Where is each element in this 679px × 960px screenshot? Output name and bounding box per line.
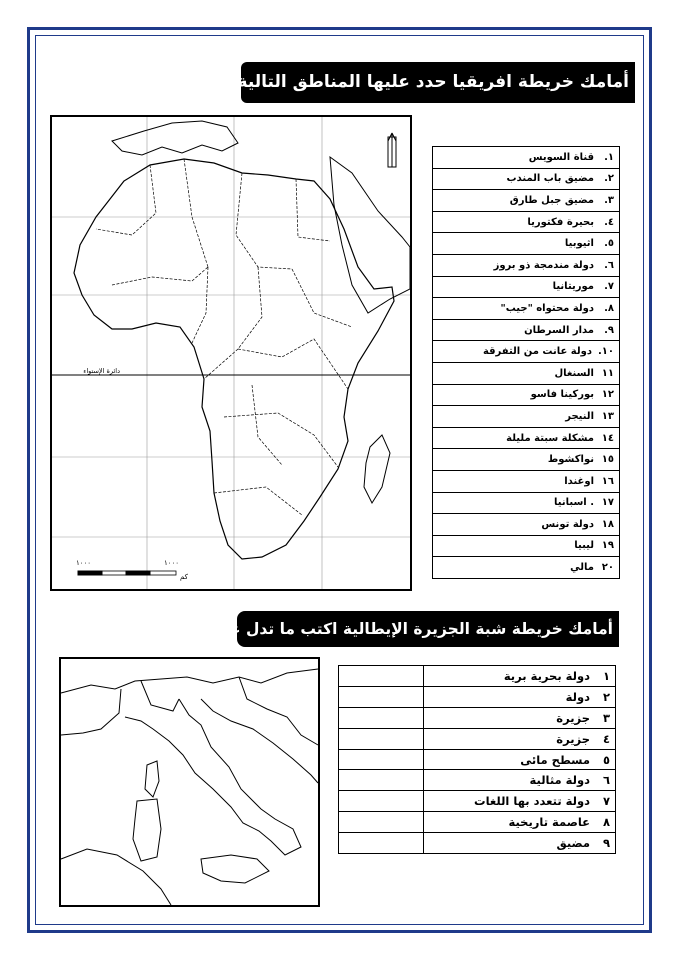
africa-item-label: . اسبانيا bbox=[554, 497, 594, 509]
italy-item-label: مضيق bbox=[556, 836, 590, 851]
italy-answer-cell[interactable] bbox=[339, 812, 424, 833]
africa-item-cell bbox=[433, 341, 620, 363]
africa-item-cell bbox=[433, 254, 620, 276]
africa-item-number: ١. bbox=[604, 151, 614, 163]
italy-item-row bbox=[339, 686, 616, 707]
africa-item-label: موريتانيا bbox=[552, 281, 594, 293]
africa-item-label: ليبيا bbox=[574, 540, 594, 552]
scale-label-left: ١٠٠٠ bbox=[76, 559, 92, 567]
africa-item-cell bbox=[433, 319, 620, 341]
africa-item-row bbox=[433, 319, 620, 341]
africa-item-row bbox=[433, 298, 620, 320]
africa-item-row bbox=[433, 254, 620, 276]
africa-item-number: ٥. bbox=[604, 238, 614, 250]
africa-item-row bbox=[433, 384, 620, 406]
africa-item-label: مدار السرطان bbox=[524, 324, 594, 336]
africa-item-number: ٢. bbox=[604, 173, 614, 185]
italy-item-cell bbox=[424, 833, 616, 854]
africa-item-label: مضيق جبل طارق bbox=[509, 194, 594, 206]
africa-item-number: ١٠. bbox=[597, 346, 614, 358]
sicily bbox=[201, 855, 269, 883]
africa-item-cell bbox=[433, 427, 620, 449]
africa-item-cell bbox=[433, 492, 620, 514]
africa-item-row bbox=[433, 514, 620, 536]
italy-item-row bbox=[339, 812, 616, 833]
africa-map bbox=[50, 115, 412, 591]
africa-item-number: ٧. bbox=[604, 281, 614, 293]
country-borders bbox=[96, 159, 352, 515]
africa-item-number: ١٩ bbox=[601, 540, 614, 552]
scale-bar bbox=[78, 571, 176, 575]
italy-map-drawing bbox=[61, 659, 318, 905]
equator-label: دائرة الإستواء bbox=[83, 367, 120, 375]
africa-item-row bbox=[433, 470, 620, 492]
africa-item-cell bbox=[433, 276, 620, 298]
europe-coast bbox=[112, 121, 238, 155]
africa-item-row bbox=[433, 341, 620, 363]
africa-item-number: ١٢ bbox=[601, 389, 614, 401]
italy-item-cell bbox=[424, 791, 616, 812]
africa-item-label: بحيرة فكتوريا bbox=[527, 216, 594, 228]
africa-item-label: اوغندا bbox=[564, 475, 594, 487]
italy-answer-cell[interactable] bbox=[339, 707, 424, 728]
africa-item-number: ٩. bbox=[604, 324, 614, 336]
italy-answer-cell[interactable] bbox=[339, 770, 424, 791]
italy-item-number: ٣ bbox=[602, 710, 610, 725]
italy-item-label: عاصمة تاريخية bbox=[508, 815, 590, 830]
italy-answer-cell[interactable] bbox=[339, 833, 424, 854]
africa-item-number: ٢٠ bbox=[601, 562, 614, 574]
africa-item-row bbox=[433, 449, 620, 471]
africa-item-cell bbox=[433, 535, 620, 557]
africa-item-label: اثيوبيا bbox=[564, 238, 594, 250]
africa-item-label: مشكلة سبتة مليلة bbox=[506, 432, 594, 444]
italy-answer-cell[interactable] bbox=[339, 749, 424, 770]
africa-item-cell bbox=[433, 449, 620, 471]
italy-item-label: دولة تتعدد بها اللغات bbox=[474, 794, 590, 809]
africa-item-cell bbox=[433, 298, 620, 320]
africa-item-number: ٦. bbox=[604, 259, 614, 271]
scale-unit: كم bbox=[180, 573, 188, 581]
italy-item-row bbox=[339, 833, 616, 854]
italy-coast bbox=[125, 699, 301, 855]
africa-item-number: ١٥ bbox=[601, 454, 614, 466]
italy-item-label: جزيرة bbox=[556, 731, 590, 746]
section2-title: أمامك خريطة شبة الجزيرة الإيطالية اكتب ما تدل علية الارقام bbox=[237, 611, 619, 647]
section1-title: أمامك خريطة افريقيا حدد عليها المناطق التالية bbox=[241, 62, 635, 103]
adriatic-east-coast bbox=[201, 699, 318, 783]
france-border bbox=[61, 689, 121, 735]
africa-item-row bbox=[433, 190, 620, 212]
africa-item-cell bbox=[433, 190, 620, 212]
africa-item-label: قناة السويس bbox=[528, 151, 594, 163]
swiss-border bbox=[141, 681, 179, 711]
italy-answer-cell[interactable] bbox=[339, 791, 424, 812]
arabia-coast bbox=[330, 157, 410, 313]
africa-item-row bbox=[433, 362, 620, 384]
africa-item-row bbox=[433, 168, 620, 190]
africa-item-label: السنغال bbox=[554, 367, 594, 379]
africa-item-number: ٨. bbox=[604, 302, 614, 314]
africa-item-row bbox=[433, 233, 620, 255]
italy-item-number: ٦ bbox=[602, 773, 610, 788]
africa-item-cell bbox=[433, 147, 620, 169]
africa-item-number: ١٤ bbox=[601, 432, 614, 444]
africa-item-row bbox=[433, 406, 620, 428]
italy-item-number: ٧ bbox=[602, 794, 610, 809]
italy-item-cell bbox=[424, 770, 616, 791]
africa-item-cell bbox=[433, 233, 620, 255]
africa-item-label: دولة مندمجة ذو بروز bbox=[493, 259, 594, 271]
africa-item-row bbox=[433, 535, 620, 557]
italy-map bbox=[59, 657, 320, 907]
italy-item-number: ٨ bbox=[602, 815, 610, 830]
north-arrow-icon bbox=[388, 133, 396, 167]
africa-item-cell bbox=[433, 384, 620, 406]
africa-map-drawing bbox=[52, 117, 410, 589]
africa-item-number: ١٣ bbox=[601, 410, 614, 422]
italy-item-cell bbox=[424, 749, 616, 770]
corsica bbox=[145, 761, 159, 797]
italy-item-number: ٢ bbox=[602, 689, 610, 704]
africa-item-cell bbox=[433, 406, 620, 428]
italy-item-row bbox=[339, 791, 616, 812]
italy-answer-cell[interactable] bbox=[339, 728, 424, 749]
africa-item-number: ١٦ bbox=[601, 475, 614, 487]
africa-item-cell bbox=[433, 557, 620, 579]
africa-item-cell bbox=[433, 211, 620, 233]
italy-item-label: مسطح مائى bbox=[520, 752, 590, 767]
africa-item-cell bbox=[433, 362, 620, 384]
africa-item-cell bbox=[433, 168, 620, 190]
africa-item-row bbox=[433, 427, 620, 449]
sardinia bbox=[133, 799, 161, 861]
italy-item-number: ٩ bbox=[602, 836, 610, 851]
map-grid bbox=[52, 117, 410, 589]
italy-item-row bbox=[339, 707, 616, 728]
italy-item-number: ٥ bbox=[602, 752, 610, 767]
italy-item-row bbox=[339, 770, 616, 791]
italy-item-label: دولة مثالية bbox=[529, 773, 590, 788]
africa-item-label: دولة محتواه "جيب" bbox=[500, 302, 594, 314]
alps-border bbox=[61, 669, 318, 693]
africa-item-row bbox=[433, 211, 620, 233]
italy-item-row bbox=[339, 728, 616, 749]
africa-item-label: بوركينا فاسو bbox=[530, 389, 594, 401]
africa-item-label: دولة عانت من التفرقة bbox=[482, 346, 592, 358]
africa-item-number: ١٧ bbox=[601, 497, 614, 509]
madagascar bbox=[364, 435, 390, 503]
scale-label-right: ١٠٠٠ bbox=[164, 559, 180, 567]
italy-answer-cell[interactable] bbox=[339, 686, 424, 707]
africa-item-row bbox=[433, 492, 620, 514]
italy-item-cell bbox=[424, 686, 616, 707]
italy-item-number: ٤ bbox=[602, 731, 610, 746]
italy-item-number: ١ bbox=[602, 668, 610, 683]
africa-item-cell bbox=[433, 470, 620, 492]
italy-item-row bbox=[339, 666, 616, 687]
italy-items-table bbox=[338, 665, 616, 854]
africa-item-row bbox=[433, 147, 620, 169]
italy-item-label: دولة بحرية برية bbox=[503, 668, 590, 683]
africa-item-label: دولة تونس bbox=[541, 518, 594, 530]
italy-item-cell bbox=[424, 728, 616, 749]
africa-item-cell bbox=[433, 514, 620, 536]
africa-item-label: مالي bbox=[570, 562, 594, 574]
africa-item-number: ١١ bbox=[601, 367, 614, 379]
italy-answer-cell[interactable] bbox=[339, 666, 424, 687]
africa-item-label: نواكشوط bbox=[547, 454, 594, 466]
italy-item-cell bbox=[424, 707, 616, 728]
italy-item-cell bbox=[424, 812, 616, 833]
africa-item-row bbox=[433, 276, 620, 298]
italy-item-cell bbox=[424, 666, 616, 687]
africa-item-number: ١٨ bbox=[601, 518, 614, 530]
italy-item-label: دولة bbox=[565, 689, 590, 704]
africa-items-table bbox=[432, 146, 620, 579]
africa-item-row bbox=[433, 557, 620, 579]
italy-item-row bbox=[339, 749, 616, 770]
africa-item-number: ٣. bbox=[604, 194, 614, 206]
africa-item-number: ٤. bbox=[604, 216, 614, 228]
africa-item-label: النيجر bbox=[565, 410, 594, 422]
balkan-border bbox=[239, 677, 318, 745]
africa-item-label: مضيق باب المندب bbox=[506, 173, 594, 185]
italy-item-label: جزيرة bbox=[556, 710, 590, 725]
